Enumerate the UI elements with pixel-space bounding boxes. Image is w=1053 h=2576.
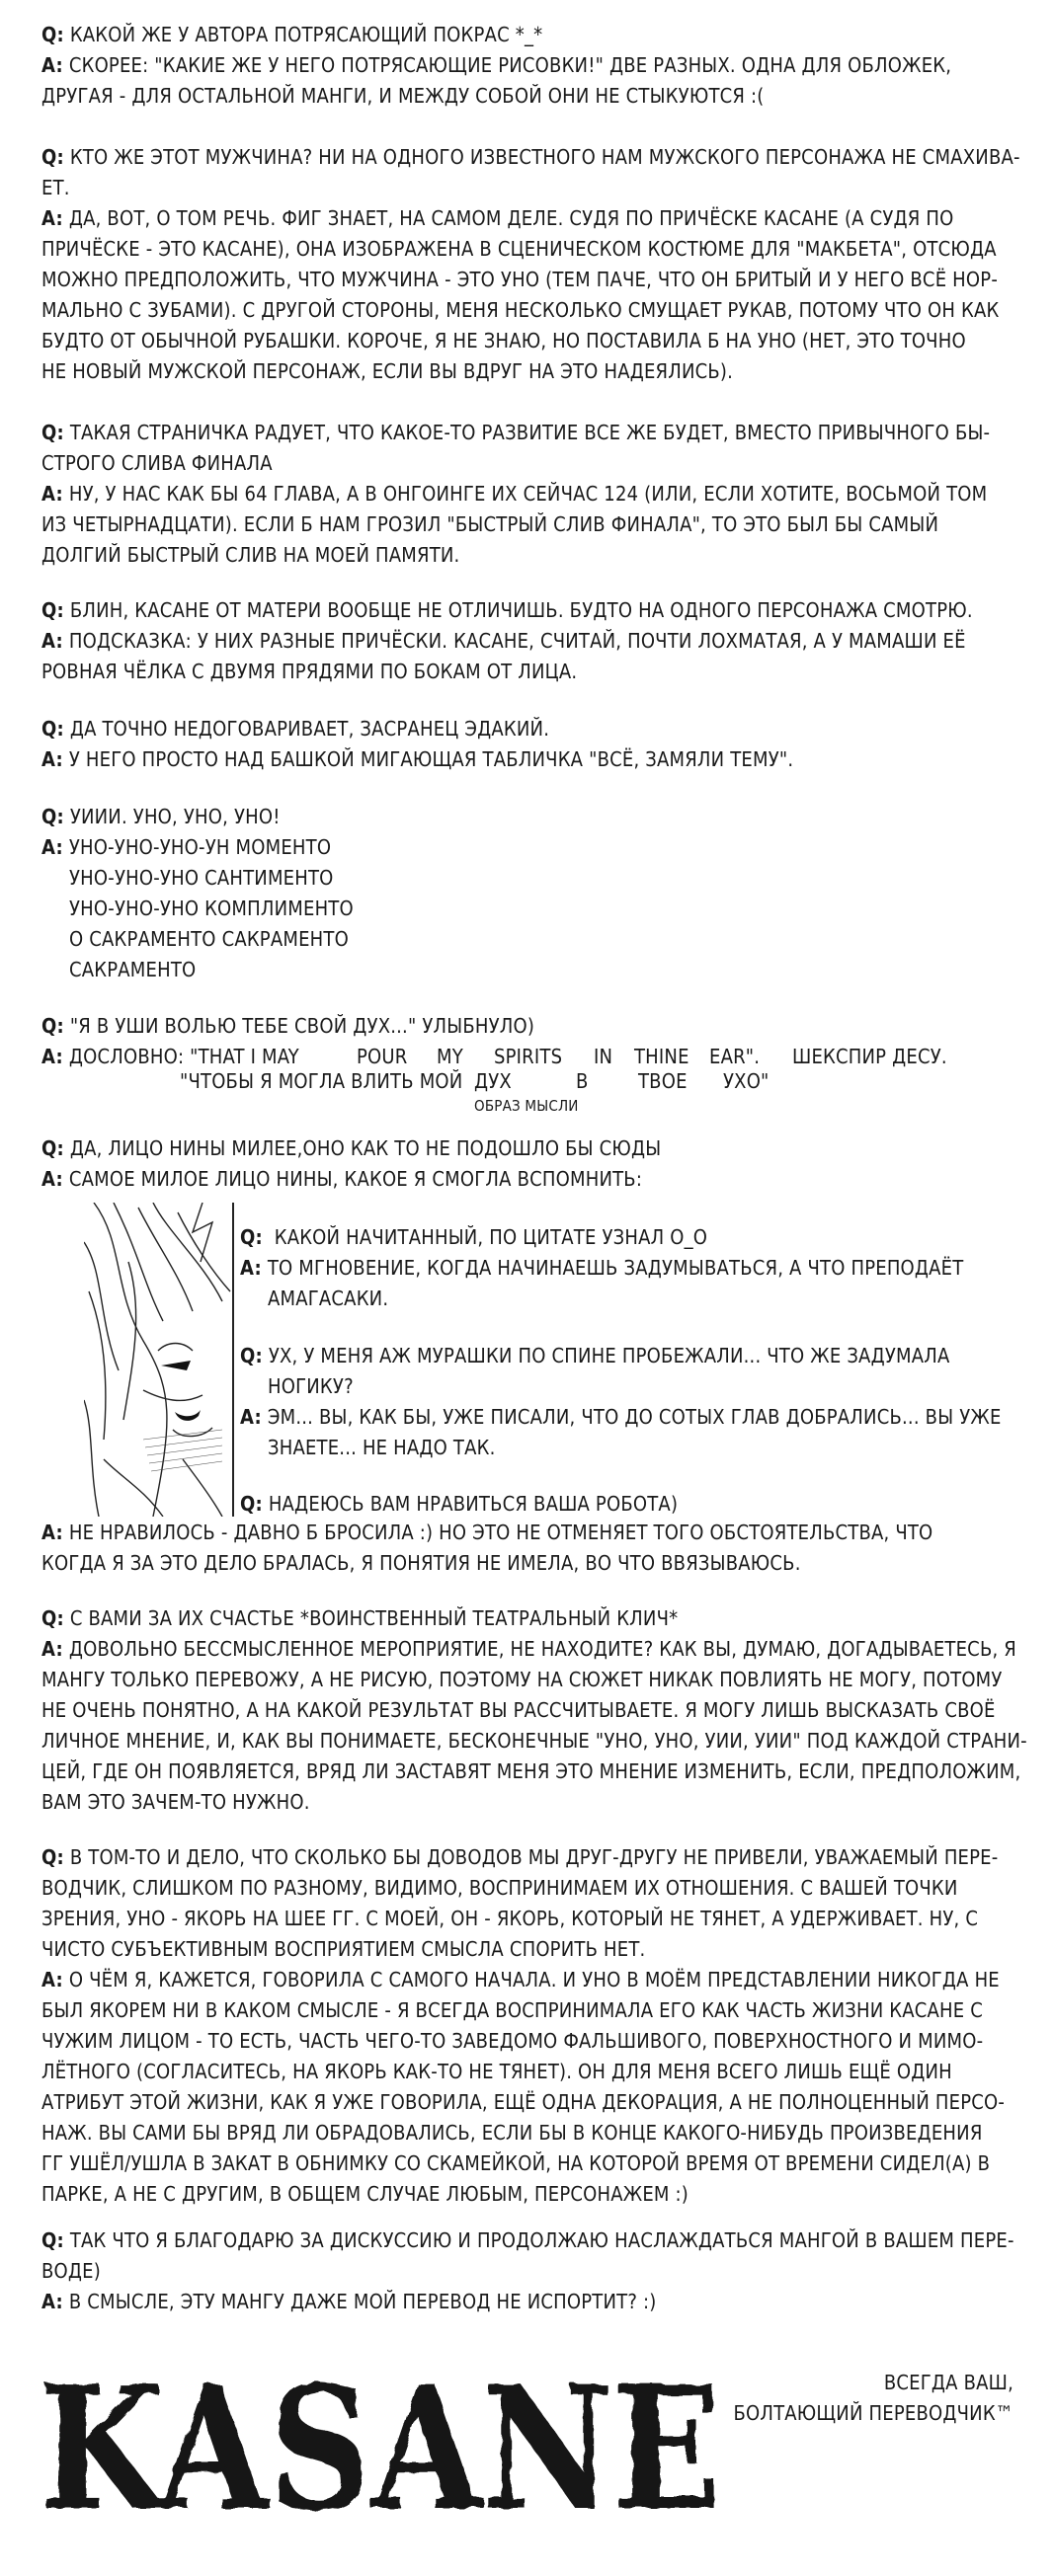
qa-block-4 <box>41 595 1014 687</box>
question-line: ВОДЕ) <box>41 2259 101 2283</box>
qa-block-cry <box>41 1603 1027 1818</box>
answer-line: УНО-УНО-УНО КОМПЛИМЕНТО <box>69 897 354 920</box>
question-line: ЕТ. <box>41 176 70 199</box>
qa-block-1 <box>41 20 1014 112</box>
question-line: ЧИСТО СУБЪЕКТИВНЫМ ВОСПРИЯТИЕМ СМЫСЛА СПОРИТЬ НЕТ. <box>41 1937 646 1961</box>
answer-line: A: ЭМ... ВЫ, КАК БЫ, УЖЕ ПИСАЛИ, ЧТО ДО СОТЫХ ГЛАВ ДОБРАЛИСЬ... ВЫ УЖЕ <box>240 1405 1002 1429</box>
manga-face-drawing <box>84 1203 232 1517</box>
answer-line: МАЛЬНО С ЗУБАМИ). С ДРУГОЙ СТОРОНЫ, МЕНЯ НЕСКОЛЬКО СМУЩАЕТ РУКАВ, ПОТОМУ ЧТО ОН КАК <box>41 298 1000 322</box>
inner-qa-1 <box>240 1222 1011 1314</box>
question-line: НОГИКУ? <box>268 1374 354 1398</box>
robota-question <box>240 1489 1011 1520</box>
answer-line: ДРУГАЯ - ДЛЯ ОСТАЛЬНОЙ МАНГИ, И МЕЖДУ СОБОЙ ОНИ НЕ СТЫКУЮТСЯ :( <box>41 84 765 108</box>
answer-line: A: ДОВОЛЬНО БЕССМЫСЛЕННОЕ МЕРОПРИЯТИЕ, НЕ НАХОДИТЕ? КАК ВЫ, ДУМАЮ, ДОГАДЫВАЕТЕСЬ, Я <box>41 1637 1017 1661</box>
qa-block-3 <box>41 418 1014 571</box>
answer-line: САКРАМЕНТО <box>69 958 197 981</box>
qa-block-thanks <box>41 2225 1014 2317</box>
answer-line: ПАРКЕ, А НЕ С ДРУГИМ, В ОБЩЕМ СЛУЧАЕ ЛЮБЫМ, ПЕРСОНАЖЕМ :) <box>41 2182 689 2206</box>
question-line: Q: ТАК ЧТО Я БЛАГОДАРЮ ЗА ДИСКУССИЮ И ПРОДОЛЖАЮ НАСЛАЖДАТЬСЯ МАНГОЙ В ВАШЕМ ПЕРЕ- <box>41 2228 1014 2252</box>
question-line: ЗРЕНИЯ, УНО - ЯКОРЬ НА ШЕЕ ГГ. С МОЕЙ, ОН - ЯКОРЬ, КОТОРЫЙ НЕ ТЯНЕТ, А УДЕРЖИВАЕТ. НУ, С <box>41 1907 979 1930</box>
answer-line: НЕ ОЧЕНЬ ПОНЯТНО, А НА КАКОЙ РЕЗУЛЬТАТ ВЫ РАССЧИТЫВАЕТЕ. Я МОГУ ЛИШЬ ВЫСКАЗАТЬ СВОЁ <box>41 1698 996 1722</box>
answer-line: ЗНАЕТЕ... НЕ НАДО ТАК. <box>268 1436 496 1459</box>
signature-line-2: БОЛТАЮЩИЙ ПЕРЕВОДЧИК™ <box>733 2401 1013 2425</box>
manga-illustration <box>84 1203 234 1517</box>
inner-qa-2 <box>240 1341 1011 1463</box>
question-line: Q: ТАКАЯ СТРАНИЧКА РАДУЕТ, ЧТО КАКОЕ-ТО РАЗВИТИЕ ВСЕ ЖЕ БУДЕТ, ВМЕСТО ПРИВЫЧНОГО БЫ- <box>41 421 991 444</box>
question-line: Q: В ТОМ-ТО И ДЕЛО, ЧТО СКОЛЬКО БЫ ДОВОДОВ МЫ ДРУГ-ДРУГУ НЕ ПРИВЕЛИ, УВАЖАЕМЫЙ ПЕРЕ- <box>41 1845 999 1869</box>
question-line: ВОДЧИК, СЛИШКОМ ПО РАЗНОМУ, ВИДИМО, ВОСПРИНИМАЕМ ИХ ОТНОШЕНИЯ. С ВАШЕЙ ТОЧКИ <box>41 1876 958 1900</box>
kasane-logo-graphic <box>40 2360 731 2528</box>
qa-block-anchor <box>41 1842 1014 2210</box>
answer-line: A: УНО-УНО-УНО-УН МОМЕНТО <box>41 835 332 859</box>
answer-line: ЛЁТНОГО (СОГЛАСИТЕСЬ, НА ЯКОРЬ КАК-ТО НЕ ТЯНЕТ). ОН ДЛЯ МЕНЯ ВСЕГО ЛИШЬ ЕЩЁ ОДИН <box>41 2060 952 2083</box>
answer-line: О САКРАМЕНТО САКРАМЕНТО <box>69 927 349 951</box>
answer-line: A: ПОДСКАЗКА: У НИХ РАЗНЫЕ ПРИЧЁСКИ. КАСАНЕ, СЧИТАЙ, ПОЧТИ ЛОХМАТАЯ, А У МАМАШИ ЕЁ <box>41 629 966 653</box>
answer-line: A: О ЧЁМ Я, КАЖЕТСЯ, ГОВОРИЛА С САМОГО НАЧАЛА. И УНО В МОЁМ ПРЕДСТАВЛЕНИИ НИКОГДА НЕ <box>41 1968 1000 1991</box>
quote-note: ОБРАЗ МЫСЛИ <box>474 1097 579 1115</box>
answer-line: A: ТО МГНОВЕНИЕ, КОГДА НАЧИНАЕШЬ ЗАДУМЫВАТЬСЯ, А ЧТО ПРЕПОДАЁТ <box>240 1256 964 1280</box>
answer-line: A: ДА, ВОТ, О ТОМ РЕЧЬ. ФИГ ЗНАЕТ, НА САМОМ ДЕЛЕ. СУДЯ ПО ПРИЧЁСКЕ КАСАНЕ (А СУДЯ ПО <box>41 206 954 230</box>
question-line: Q: КАКОЙ ЖЕ У АВТОРА ПОТРЯСАЮЩИЙ ПОКРАС *_* <box>41 23 543 46</box>
qa-block-2 <box>41 142 1020 387</box>
answer-line: ЛИЧНОЕ МНЕНИЕ, И, КАК ВЫ ПОНИМАЕТЕ, БЕСКОНЕЧНЫЕ "УНО, УНО, УИИ, УИИ" ПОД КАЖДОЙ СТРАНИ- <box>41 1729 1027 1753</box>
question-line: Q: УХ, У МЕНЯ АЖ МУРАШКИ ПО СПИНЕ ПРОБЕЖАЛИ... ЧТО ЖЕ ЗАДУМАЛА <box>240 1344 950 1367</box>
question-line: Q: С ВАМИ ЗА ИХ СЧАСТЬЕ *ВОИНСТВЕННЫЙ ТЕАТРАЛЬНЫЙ КЛИЧ* <box>41 1606 679 1630</box>
answer-line: НЕ НОВЫЙ МУЖСКОЙ ПЕРСОНАЖ, ЕСЛИ ВЫ ВДРУГ НА ЭТО НАДЕЯЛИСЬ). <box>41 359 734 383</box>
answer-line: КОГДА Я ЗА ЭТО ДЕЛО БРАЛАСЬ, Я ПОНЯТИЯ НЕ ИМЕЛА, ВО ЧТО ВВЯЗЫВАЮСЬ. <box>41 1551 801 1575</box>
answer-line: A: НЕ НРАВИЛОСЬ - ДАВНО Б БРОСИЛА :) НО ЭТО НЕ ОТМЕНЯЕТ ТОГО ОБСТОЯТЕЛЬСТВА, ЧТО <box>41 1521 933 1544</box>
answer-line: МОЖНО ПРЕДПОЛОЖИТЬ, ЧТО МУЖЧИНА - ЭТО УНО (ТЕМ ПАЧЕ, ЧТО ОН БРИТЫЙ И У НЕГО ВСЁ НОР- <box>41 268 999 291</box>
answer-line: ДОЛГИЙ БЫСТРЫЙ СЛИВ НА МОЕЙ ПАМЯТИ. <box>41 543 460 567</box>
robota-answer <box>41 1518 1014 1579</box>
answer-line: БУДТО ОТ ОБЫЧНОЙ РУБАШКИ. КОРОЧЕ, Я НЕ ЗНАЮ, НО ПОСТАВИЛА Б НА УНО (НЕТ, ЭТО ТОЧНО <box>41 329 966 352</box>
question-line: Q: УИИИ. УНО, УНО, УНО! <box>41 805 281 828</box>
answer-line: АМАГАСАКИ. <box>268 1287 389 1310</box>
answer-line: A: У НЕГО ПРОСТО НАД БАШКОЙ МИГАЮЩАЯ ТАБЛИЧКА "ВСЁ, ЗАМЯЛИ ТЕМУ". <box>41 747 794 771</box>
answer-line: НАЖ. ВЫ САМИ БЫ ВРЯД ЛИ ОБРАДОВАЛИСЬ, ЕСЛИ БЫ В КОНЦЕ КАКОГО-НИБУДЬ ПРОИЗВЕДЕНИЯ <box>41 2121 983 2145</box>
answer-line: ЦЕЙ, ГДЕ ОН ПОЯВЛЯЕТСЯ, ВРЯД ЛИ ЗАСТАВЯТ МЕНЯ ЭТО МНЕНИЕ ИЗМЕНИТЬ, ЕСЛИ, ПРЕДПОЛОЖИМ, <box>41 1759 1021 1783</box>
answer-line: ЧУЖИМ ЛИЦОМ - ТО ЕСТЬ, ЧАСТЬ ЧЕГО-ТО ЗАВЕДОМО ФАЛЬШИВОГО, ПОВЕРХНОСТНОГО И МИМО- <box>41 2029 984 2053</box>
answer-line: ГГ УШЁЛ/УШЛА В ЗАКАТ В ОБНИМКУ СО СКАМЕЙКОЙ, НА КОТОРОЙ ВРЕМЯ ОТ ВРЕМЕНИ СИДЕЛ(А) В <box>41 2151 991 2175</box>
question-line: Q: НАДЕЮСЬ ВАМ НРАВИТЬСЯ ВАША РОБОТА) <box>240 1492 679 1516</box>
answer-line: A: В СМЫСЛЕ, ЭТУ МАНГУ ДАЖЕ МОЙ ПЕРЕВОД НЕ ИСПОРТИТ? :) <box>41 2290 657 2313</box>
answer-line: РОВНАЯ ЧЁЛКА С ДВУМЯ ПРЯДЯМИ ПО БОКАМ ОТ ЛИЦА. <box>41 660 578 683</box>
answer-line: МАНГУ ТОЛЬКО ПЕРЕВОЖУ, А НЕ РИСУЮ, ПОЭТОМУ НА СЮЖЕТ НИКАК ПОВЛИЯТЬ НЕ МОГУ, ПОТОМУ <box>41 1668 1003 1691</box>
answer-line: УНО-УНО-УНО САНТИМЕНТО <box>69 866 334 890</box>
answer-line: A: СКОРЕЕ: "КАКИЕ ЖЕ У НЕГО ПОТРЯСАЮЩИЕ РИСОВКИ!" ДВЕ РАЗНЫХ. ОДНА ДЛЯ ОБЛОЖЕК, <box>41 53 952 77</box>
qa-block-uno <box>41 802 1014 985</box>
question-line: Q: КАКОЙ НАЧИТАННЫЙ, ПО ЦИТАТЕ УЗНАЛ О_О <box>240 1225 708 1249</box>
quote-original-line: A: ДОСЛОВНО: "THAT I MAY POUR MY SPIRITS IN THINE EAR". ШЕКСПИР ДЕСУ. <box>41 1045 947 1068</box>
question-line: Q: "Я В УШИ ВОЛЬЮ ТЕБЕ СВОЙ ДУХ..." УЛЫБНУЛО) <box>41 1014 535 1038</box>
answer-line: ВАМ ЭТО ЗАЧЕМ-ТО НУЖНО. <box>41 1790 310 1814</box>
answer-line: A: САМОЕ МИЛОЕ ЛИЦО НИНЫ, КАКОЕ Я СМОГЛА ВСПОМНИТЬ: <box>41 1167 643 1191</box>
translator-signature <box>733 2368 1013 2429</box>
quote-translation-line: "ЧТОБЫ Я МОГЛА ВЛИТЬ МОЙ ДУХ В ТВОЕ УХО" <box>180 1069 770 1093</box>
answer-line: A: НУ, У НАС КАК БЫ 64 ГЛАВА, А В ОНГОИНГЕ ИХ СЕЙЧАС 124 (ИЛИ, ЕСЛИ ХОТИТЕ, ВОСЬМОЙ ТОМ <box>41 482 988 506</box>
question-line: Q: ДА ТОЧНО НЕДОГОВАРИВАЕТ, ЗАСРАНЕЦ ЭДАКИЙ. <box>41 717 550 741</box>
kasane-logo-text: KASANE <box>40 2360 721 2528</box>
signature-line-1: ВСЕГДА ВАШ, <box>883 2371 1013 2394</box>
answer-line: ПРИЧЁСКЕ - ЭТО КАСАНЕ), ОНА ИЗОБРАЖЕНА В СЦЕНИЧЕСКОМ КОСТЮМЕ ДЛЯ "МАКБЕТА", ОТСЮДА <box>41 237 997 261</box>
answer-line: ИЗ ЧЕТЫРНАДЦАТИ). ЕСЛИ Б НАМ ГРОЗИЛ "БЫСТРЫЙ СЛИВ ФИНАЛА", ТО ЭТО БЫЛ БЫ САМЫЙ <box>41 512 939 536</box>
question-line: Q: ДА, ЛИЦО НИНЫ МИЛЕЕ,ОНО КАК ТО НЕ ПОДОШЛО БЫ СЮДЫ <box>41 1136 662 1160</box>
question-line: Q: БЛИН, КАСАНЕ ОТ МАТЕРИ ВООБЩЕ НЕ ОТЛИЧИШЬ. БУДТО НА ОДНОГО ПЕРСОНАЖА СМОТРЮ. <box>41 598 973 622</box>
qa-block-spirit <box>41 1011 1014 1042</box>
answer-line: АТРИБУТ ЭТОЙ ЖИЗНИ, КАК Я УЖЕ ГОВОРИЛА, ЕЩЁ ОДНА ДЕКОРАЦИЯ, А НЕ ПОЛНОЦЕННЫЙ ПЕРСО- <box>41 2090 1006 2114</box>
answer-line: БЫЛ ЯКОРЕМ НИ В КАКОМ СМЫСЛЕ - Я ВСЕГДА ВОСПРИНИМАЛА ЕГО КАК ЧАСТЬ ЖИЗНИ КАСАНЕ С <box>41 1998 984 2022</box>
kasane-logo <box>40 2360 731 2533</box>
question-line: СТРОГО СЛИВА ФИНАЛА <box>41 451 273 475</box>
qa-block-5 <box>41 714 1014 775</box>
question-line: Q: КТО ЖЕ ЭТОТ МУЖЧИНА? НИ НА ОДНОГО ИЗВЕСТНОГО НАМ МУЖСКОГО ПЕРСОНАЖА НЕ СМАХИВА- <box>41 145 1020 169</box>
qa-block-nina <box>41 1133 1014 1195</box>
